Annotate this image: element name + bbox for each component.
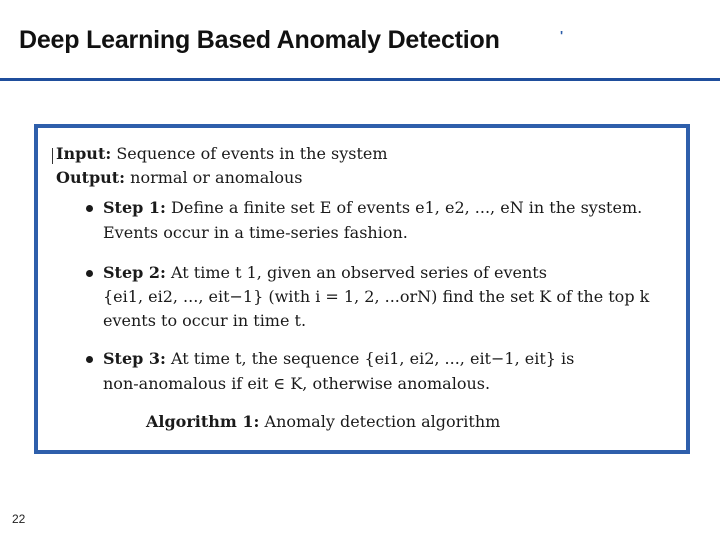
input-label: Input: <box>56 144 112 163</box>
algorithm-caption <box>146 412 500 431</box>
output-line <box>56 168 303 187</box>
title-divider <box>0 78 720 81</box>
algorithm-content <box>38 128 686 450</box>
step-1-line-2: Events occur in a time-series fashion. <box>103 223 408 242</box>
input-text: Sequence of events in the system <box>116 144 388 163</box>
step-3-label: Step 3: <box>103 349 166 368</box>
input-line <box>56 144 388 163</box>
output-text: normal or anomalous <box>130 168 303 187</box>
text-cursor-mark <box>52 148 53 164</box>
step-2-line-2: {ei1, ei2, ..., eit−1} (with i = 1, 2, ...orN) find the set K of the top k <box>103 287 650 306</box>
caption-text: Anomaly detection algorithm <box>264 412 501 431</box>
step-2-line-1 <box>103 263 547 282</box>
step-1-line-1 <box>103 198 642 217</box>
step-3-line-2: non-anomalous if eit ∈ K, otherwise anomalous. <box>103 374 491 393</box>
step-2-line-3: events to occur in time t. <box>103 311 307 330</box>
algorithm-box <box>34 124 690 454</box>
step-3-bullet <box>86 356 93 363</box>
caption-label: Algorithm 1: <box>146 412 260 431</box>
step-3-text-1: At time t, the sequence {ei1, ei2, ..., eit−1, eit} is <box>171 349 575 368</box>
title-mark: ' <box>560 28 564 43</box>
step-3-line-1 <box>103 349 574 368</box>
step-2-text-1: At time t 1, given an observed series of events <box>171 263 547 282</box>
step-2-bullet <box>86 270 93 277</box>
step-1-bullet <box>86 205 93 212</box>
output-label: Output: <box>56 168 126 187</box>
step-1-text-1: Define a finite set E of events e1, e2, ..., eN in the system. <box>171 198 643 217</box>
slide-title: Deep Learning Based Anomaly Detection <box>19 26 500 54</box>
step-1-label: Step 1: <box>103 198 166 217</box>
page-number: 22 <box>12 512 26 526</box>
step-2-label: Step 2: <box>103 263 166 282</box>
